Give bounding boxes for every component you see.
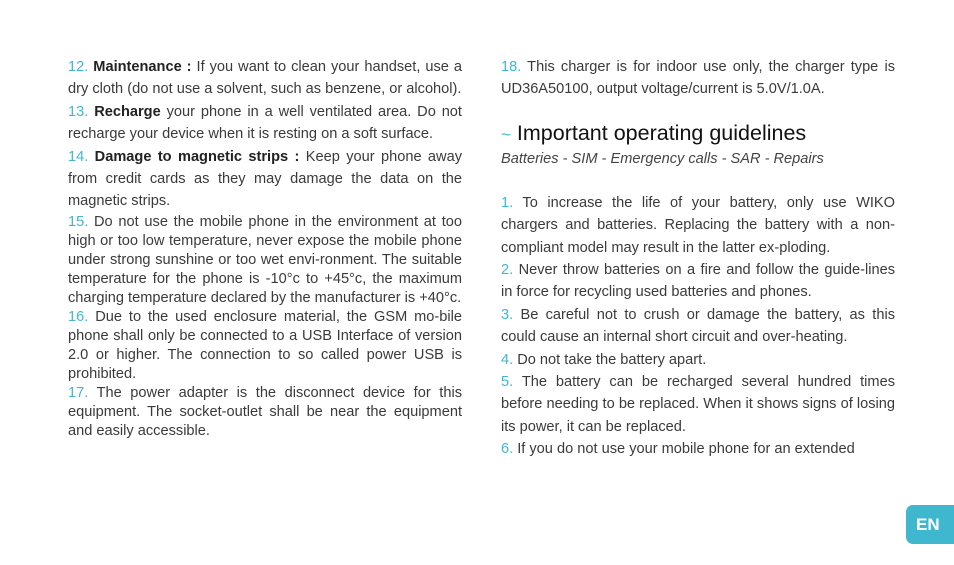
item-text: Due to the used enclosure material, the GSM mo-bile phone shall only be connected to a USB Interface of version 2.0 or higher. The connection to so called power USB is prohibited. [68, 308, 462, 382]
item-text: This charger is for indoor use only, the charger type is UD36A50100, output voltage/current is 5.0V/1.0A. [501, 59, 895, 98]
tilde-mark: ~ [501, 124, 511, 144]
item-number: 12. [68, 59, 89, 75]
item-text: The battery can be recharged several hundred times before needing to be replaced. When it shows signs of losing its power, it can be replaced. [501, 374, 895, 435]
item-18 [501, 56, 895, 101]
item-text: Do not use the mobile phone in the environment at too high or too low temperature, never expose the mobile phone under strong sunshine or too wet envi-ronment. The suitable temperature for the phone is -10°c to +45°c, the maximum charging temperature declared by the manufacturer is +40°c. [68, 213, 462, 306]
guideline-2 [501, 259, 895, 304]
language-tab[interactable]: EN [906, 505, 954, 544]
section-title [501, 120, 895, 148]
item-term: Recharge [94, 103, 161, 120]
item-number: 2. [501, 262, 514, 279]
item-text: To increase the life of your battery, only use WIKO chargers and batteries. Replacing the battery with a non-compliant model may result in the latter ex-ploding. [501, 194, 895, 256]
right-column [501, 56, 895, 461]
item-text: Keep your phone away from credit cards as they may damage the data on the magnetic strips. [68, 148, 462, 210]
item-term: Maintenance : [93, 59, 192, 75]
item-15 [68, 213, 462, 308]
left-column [68, 56, 462, 441]
item-number: 4. [501, 351, 514, 368]
guideline-3 [501, 304, 895, 349]
section-title-text: Important operating guidelines [516, 120, 807, 145]
item-text: If you want to clean your handset, use a dry cloth (do not use a solvent, such as benzene, or alcohol). [68, 59, 462, 98]
item-number: 17. [68, 384, 89, 401]
item-14 [68, 146, 462, 213]
item-term: Damage to magnetic strips : [94, 148, 300, 165]
guideline-5 [501, 371, 895, 438]
item-number: 15. [68, 213, 89, 230]
item-text: Do not take the battery apart. [513, 351, 707, 368]
item-number: 14. [68, 148, 89, 165]
item-17 [68, 384, 462, 441]
item-number: 5. [501, 374, 514, 391]
item-16 [68, 308, 462, 384]
item-text: If you do not use your mobile phone for an extended [513, 441, 855, 458]
item-number: 6. [501, 441, 514, 458]
guideline-4 [501, 349, 895, 371]
guideline-6 [501, 438, 895, 460]
item-text: Be careful not to crush or damage the battery, as this could cause an internal short circuit and over-heating. [501, 306, 895, 346]
guideline-1 [501, 192, 895, 259]
item-number: 3. [501, 306, 514, 323]
item-text: Never throw batteries on a fire and follow the guide-lines in force for recycling used batteries and phones. [501, 262, 895, 301]
item-12 [68, 56, 462, 101]
item-text: The power adapter is the disconnect device for this equipment. The socket-outlet shall be near the equipment and easily accessible. [68, 384, 462, 439]
item-number: 13. [68, 103, 89, 120]
item-number: 18. [501, 59, 522, 75]
item-number: 1. [501, 194, 514, 211]
item-number: 16. [68, 308, 89, 325]
item-text: your phone in a well ventilated area. Do not recharge your device when it is resting on a soft surface. [68, 103, 462, 143]
item-13 [68, 101, 462, 146]
section-subtitle: Batteries - SIM - Emergency calls - SAR - Repairs [501, 150, 824, 167]
